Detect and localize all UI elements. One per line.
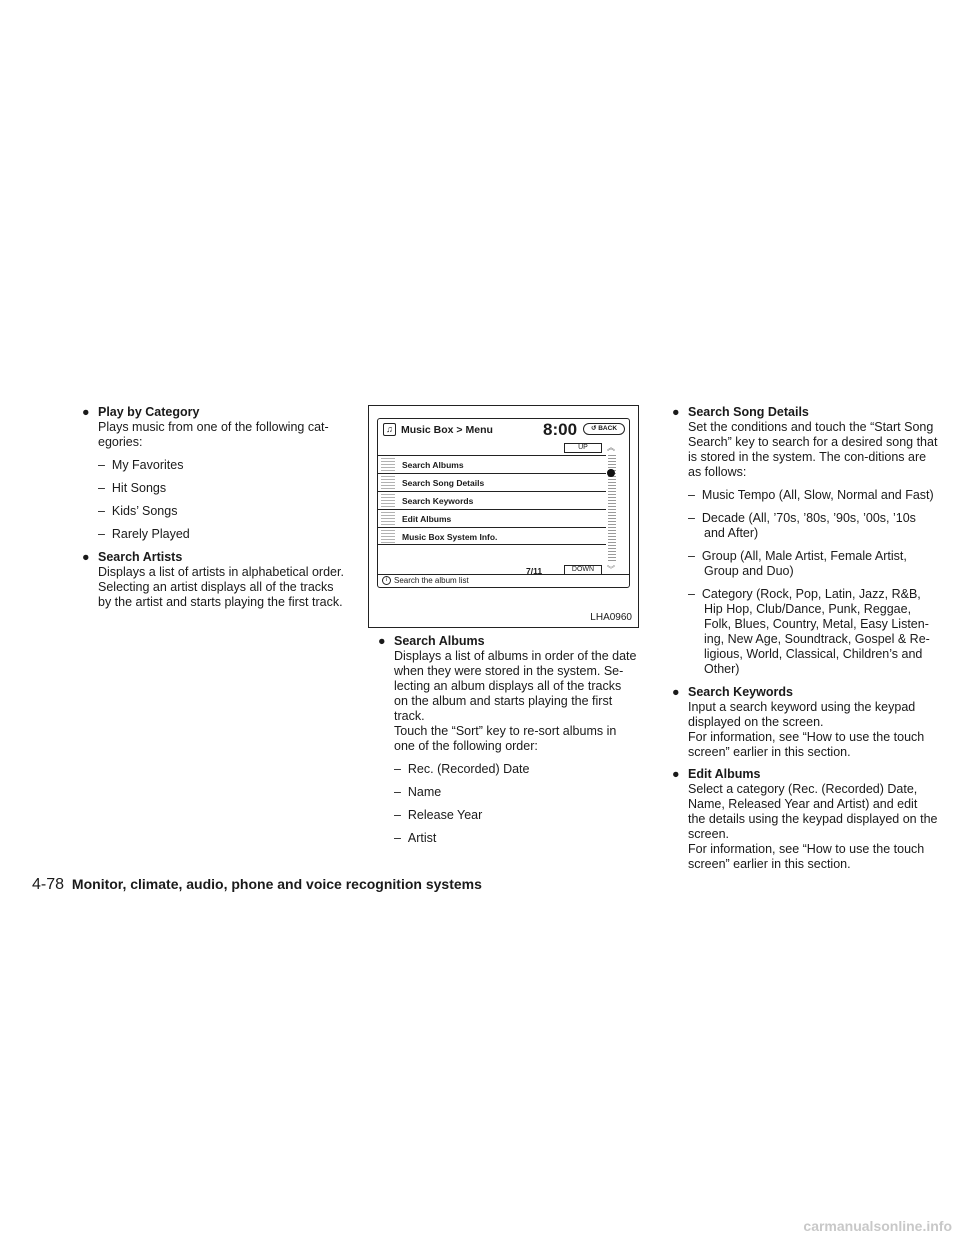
column-middle <box>378 634 638 854</box>
paragraph: Displays a list of albums in order of the date when they were stored in the system. Se-lecting an album displays all of the tracks on the album and starts playing the first track. <box>394 649 637 723</box>
section-item <box>672 685 938 760</box>
music-box-icon: ♫ <box>383 423 396 436</box>
row-texture <box>381 476 395 489</box>
back-arrow-icon: ↺ <box>590 425 597 432</box>
section-item <box>82 550 350 610</box>
up-button[interactable]: UP <box>564 443 602 453</box>
section-heading: Search Keywords <box>688 685 793 699</box>
screen-figure <box>368 405 639 628</box>
menu-item[interactable] <box>378 491 606 509</box>
row-texture <box>381 458 395 471</box>
back-label: BACK <box>598 425 618 432</box>
sub-list-item: – Hit Songs <box>98 481 350 496</box>
section-heading: Search Artists <box>98 550 183 564</box>
bullet-icon: ● <box>672 767 680 781</box>
bullet-icon: ● <box>82 405 90 419</box>
sub-list-item: – Name <box>394 785 638 800</box>
chevron-up-icon[interactable]: ︽ <box>607 443 615 452</box>
info-icon: i <box>382 576 391 585</box>
paragraph: For information, see “How to use the touch screen” earlier in this section. <box>688 730 925 759</box>
menu-item-label: Music Box System Info. <box>402 532 498 542</box>
sub-list <box>98 458 350 542</box>
menu-list <box>378 455 606 545</box>
sub-list-item: – Music Tempo (All, Slow, Normal and Fast) <box>688 488 938 503</box>
scroll-thumb[interactable] <box>607 469 615 477</box>
menu-item[interactable] <box>378 509 606 527</box>
sub-list-item: – Category (Rock, Pop, Latin, Jazz, R&B, Hip Hop, Club/Dance, Punk, Reggae, Folk, Blues, Country, Metal, Easy Listen-ing, New Age, Soundtrack, Gospel & Re-ligious, World, Classical, Children’s and Other) <box>688 587 938 677</box>
menu-item-label: Search Albums <box>402 460 464 470</box>
section-item <box>82 405 350 542</box>
screen-header <box>378 419 629 441</box>
paragraph: Set the conditions and touch the “Start Song Search” key to search for a desired song that is stored in the system. The con-ditions are as follows: <box>688 420 938 479</box>
bullet-icon: ● <box>82 550 90 564</box>
clock: 8:00 <box>543 420 578 439</box>
menu-item[interactable] <box>378 455 606 473</box>
screen-title: Music Box > Menu <box>401 424 493 436</box>
sub-list-item: – Decade (All, ’70s, ’80s, ’90s, ’00s, ’10s and After) <box>688 511 938 541</box>
sub-list-item: – Rarely Played <box>98 527 350 542</box>
sub-list-item: – Kids’ Songs <box>98 504 350 519</box>
row-texture <box>381 494 395 507</box>
section-heading: Play by Category <box>98 405 200 419</box>
paragraph: For information, see “How to use the touch screen” earlier in this section. <box>688 842 925 871</box>
down-button[interactable]: DOWN <box>564 565 602 575</box>
menu-item-label: Edit Albums <box>402 514 452 524</box>
page-footer <box>32 876 482 894</box>
sub-list-item: – Artist <box>394 831 638 846</box>
sub-list <box>394 762 638 846</box>
paragraph: Plays music from one of the following cat-egories: <box>98 420 329 449</box>
screen-status-bar <box>378 574 629 587</box>
row-texture <box>381 530 395 543</box>
menu-item-label: Search Keywords <box>402 496 474 506</box>
bullet-icon: ● <box>672 685 680 699</box>
paragraph: Select a category (Rec. (Recorded) Date, Name, Released Year and Artist) and edit the details using the keypad displayed on the screen. <box>688 782 938 841</box>
chevron-down-icon[interactable]: ︾ <box>607 565 615 574</box>
section-heading: Edit Albums <box>688 767 761 781</box>
column-left <box>82 405 350 617</box>
section-heading: Search Albums <box>394 634 485 648</box>
sub-list-item: – Group (All, Male Artist, Female Artist, Group and Duo) <box>688 549 938 579</box>
back-button[interactable] <box>583 423 625 435</box>
section-title: Monitor, climate, audio, phone and voice recognition systems <box>71 876 482 892</box>
figure-code: LHA0960 <box>590 612 632 623</box>
menu-item[interactable] <box>378 527 606 545</box>
page-number: 4-78 <box>32 876 65 893</box>
paragraph: Displays a list of artists in alphabetical order. Selecting an artist displays all of the tracks by the artist and starts playing the first track. <box>98 565 344 609</box>
bullet-icon: ● <box>378 634 386 648</box>
page-indicator: 7/11 <box>526 566 543 576</box>
sub-list-item: – My Favorites <box>98 458 350 473</box>
section-item <box>672 767 938 872</box>
menu-item-label: Search Song Details <box>402 478 485 488</box>
section-heading: Search Song Details <box>688 405 809 419</box>
menu-item[interactable] <box>378 473 606 491</box>
music-box-screen <box>377 418 630 588</box>
bullet-icon: ● <box>672 405 680 419</box>
section-item <box>672 405 938 677</box>
paragraph: Touch the “Sort” key to re-sort albums in one of the following order: <box>394 724 617 753</box>
section-item <box>378 634 638 846</box>
sub-list-item: – Rec. (Recorded) Date <box>394 762 638 777</box>
column-right <box>672 405 938 879</box>
sub-list <box>688 488 938 677</box>
sub-list-item: – Release Year <box>394 808 638 823</box>
status-hint: Search the album list <box>394 576 469 585</box>
watermark: carmanualsonline.info <box>803 1218 952 1234</box>
paragraph: Input a search keyword using the keypad displayed on the screen. <box>688 700 916 729</box>
row-texture <box>381 512 395 525</box>
